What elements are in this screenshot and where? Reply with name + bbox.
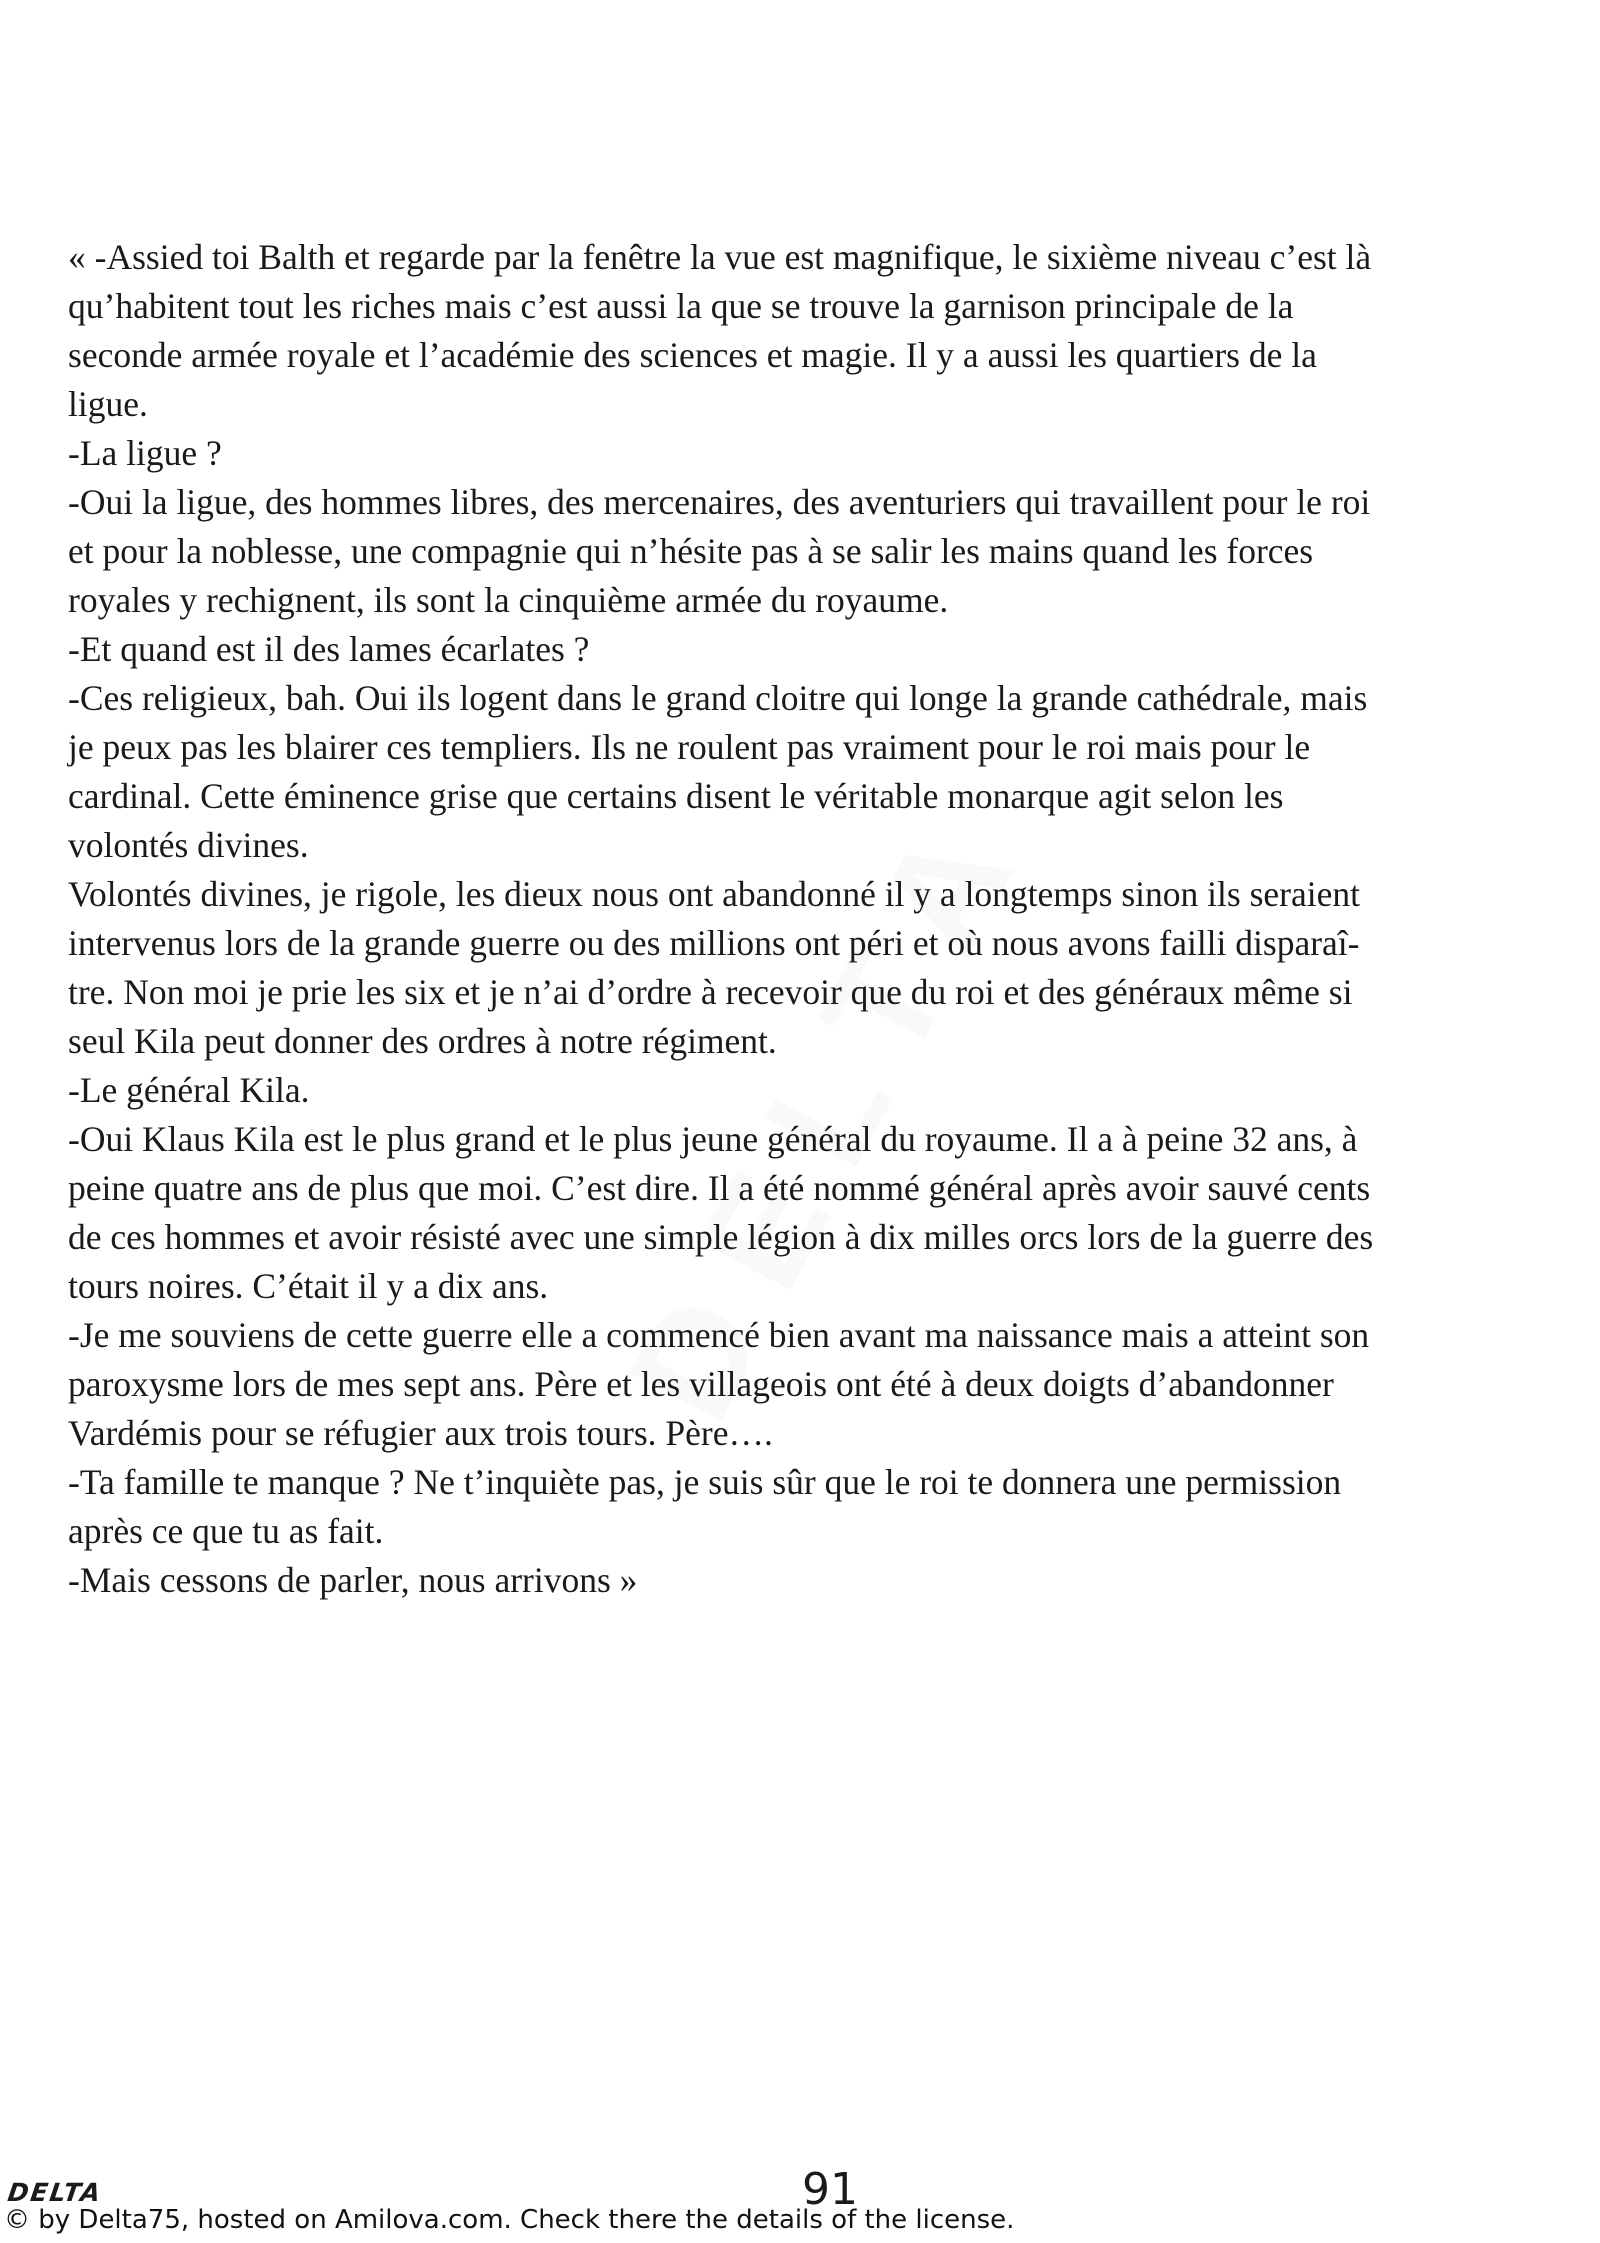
text-line: -Et quand est il des lames écarlates ?	[68, 629, 590, 669]
text-line: volontés divines.	[68, 825, 309, 865]
text-line: cardinal. Cette éminence grise que certains disent le véritable monarque agit selon les	[68, 776, 1284, 816]
text-line: intervenus lors de la grande guerre ou des millions ont péri et où nous avons failli disparaî-	[68, 923, 1360, 963]
page-number: 91	[802, 2164, 858, 2215]
text-line: -Je me souviens de cette guerre elle a commencé bien avant ma naissance mais a atteint son	[68, 1315, 1370, 1355]
text-line: -Ces religieux, bah. Oui ils logent dans le grand cloitre qui longe la grande cathédrale, mais	[68, 678, 1368, 718]
text-line: paroxysme lors de mes sept ans. Père et les villageois ont été à deux doigts d’abandonner	[68, 1364, 1334, 1404]
body-text	[68, 233, 1568, 1605]
text-line: -Le général Kila.	[68, 1070, 310, 1110]
text-line: seconde armée royale et l’académie des sciences et magie. Il y a aussi les quartiers de la	[68, 335, 1317, 375]
text-line: royales y rechignent, ils sont la cinquième armée du royaume.	[68, 580, 949, 620]
text-line: -Oui Klaus Kila est le plus grand et le plus jeune général du royaume. Il a à peine 32 ans, à	[68, 1119, 1358, 1159]
text-line: Volontés divines, je rigole, les dieux nous ont abandonné il y a longtemps sinon ils seraient	[68, 874, 1360, 914]
text-line: -Oui la ligue, des hommes libres, des mercenaires, des aventuriers qui travaillent pour le roi	[68, 482, 1371, 522]
text-line: qu’habitent tout les riches mais c’est aussi la que se trouve la garnison principale de la	[68, 286, 1294, 326]
text-line: -Ta famille te manque ? Ne t’inquiète pas, je suis sûr que le roi te donnera une permission	[68, 1462, 1342, 1502]
text-line: de ces hommes et avoir résisté avec une simple légion à dix milles orcs lors de la guerre des	[68, 1217, 1374, 1257]
logo-text: DELTA	[5, 2177, 105, 2207]
text-line: -Mais cessons de parler, nous arrivons »	[68, 1560, 638, 1600]
text-line: Vardémis pour se réfugier aux trois tours. Père….	[68, 1413, 773, 1453]
text-line: et pour la noblesse, une compagnie qui n’hésite pas à se salir les mains quand les forces	[68, 531, 1314, 571]
text-line: peine quatre ans de plus que moi. C’est dire. Il a été nommé général après avoir sauvé cents	[68, 1168, 1371, 1208]
text-line: je peux pas les blairer ces templiers. Ils ne roulent pas vraiment pour le roi mais pour le	[68, 727, 1311, 767]
license-footer: © by Delta75, hosted on Amilova.com. Check there the details of the license.	[4, 2205, 1015, 2235]
text-line: -La ligue ?	[68, 433, 222, 473]
text-line: ligue.	[68, 384, 148, 424]
text-line: seul Kila peut donner des ordres à notre régiment.	[68, 1021, 777, 1061]
text-line: tre. Non moi je prie les six et je n’ai d’ordre à recevoir que du roi et des généraux même si	[68, 972, 1353, 1012]
text-line: après ce que tu as fait.	[68, 1511, 384, 1551]
text-line: « -Assied toi Balth et regarde par la fenêtre la vue est magnifique, le sixième niveau c’est là	[68, 237, 1372, 277]
text-line: tours noires. C’était il y a dix ans.	[68, 1266, 549, 1306]
